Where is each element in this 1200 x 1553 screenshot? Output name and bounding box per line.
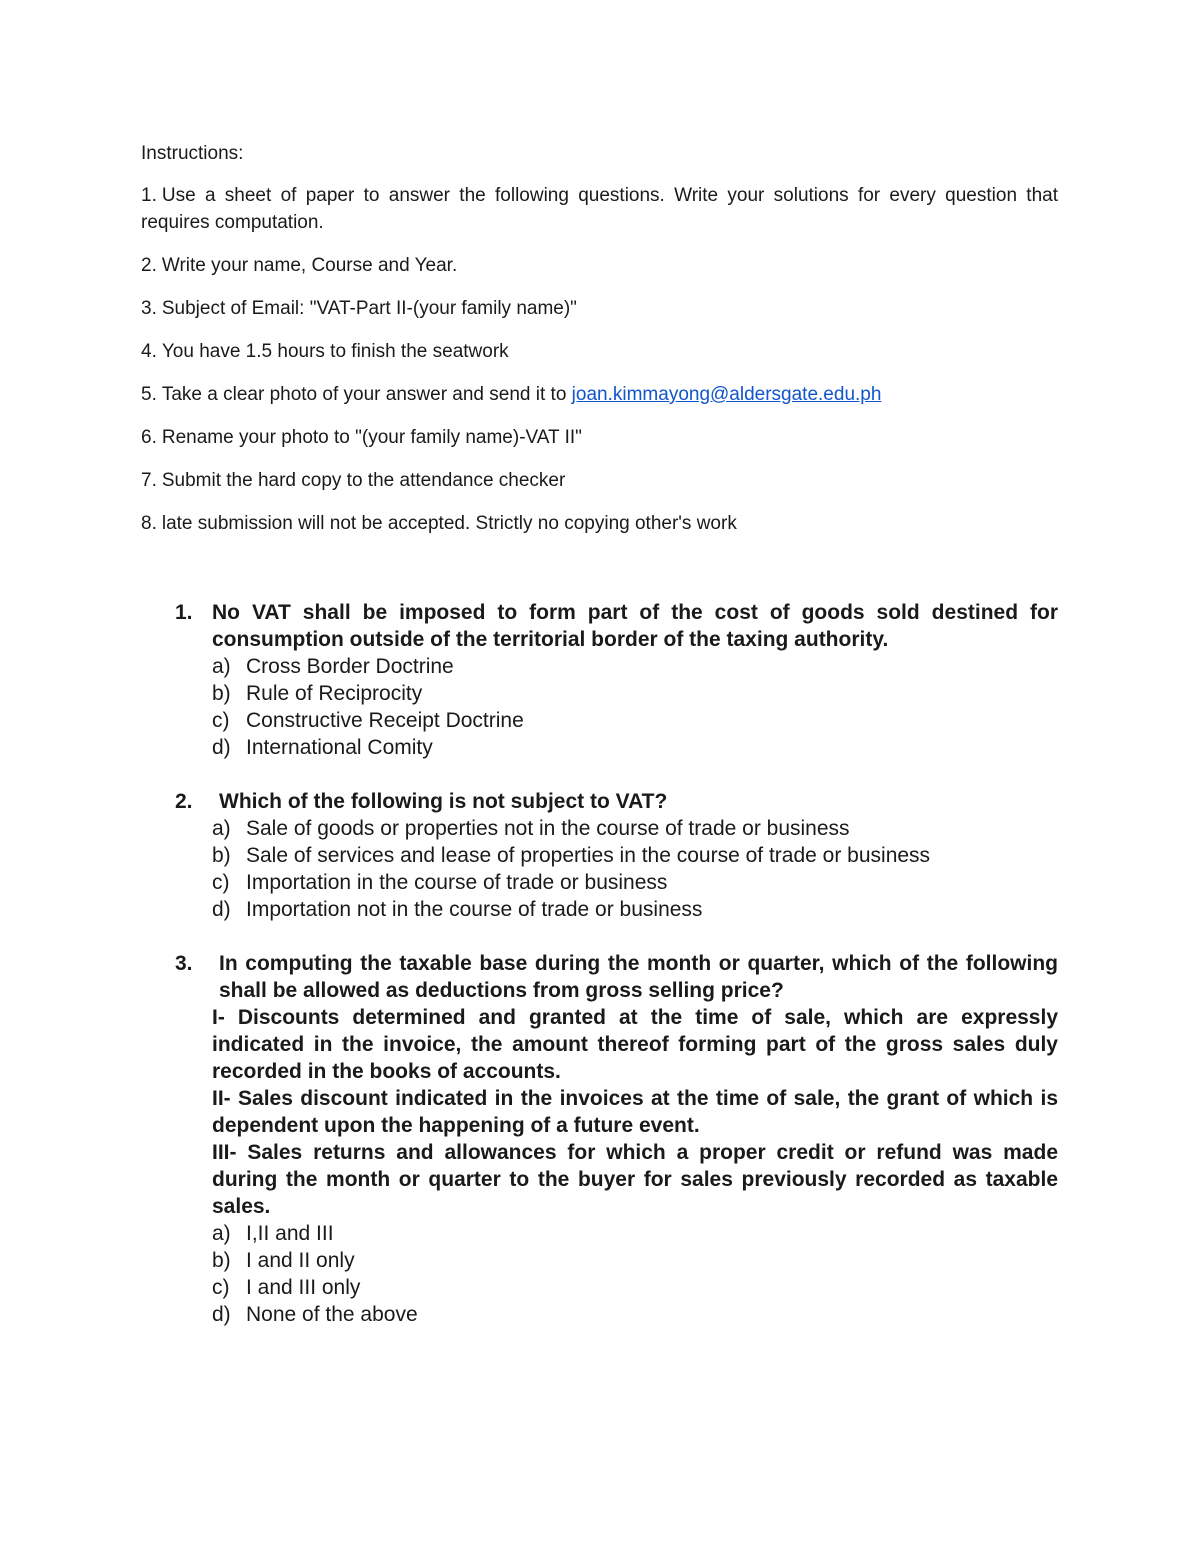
question-1	[141, 599, 1058, 761]
instruction-number: 6.	[141, 427, 157, 448]
option-letter: a)	[212, 817, 231, 840]
document-page	[141, 140, 1058, 1355]
option-a	[212, 815, 1058, 842]
instruction-number: 7.	[141, 470, 157, 491]
instruction-item-8	[141, 510, 1058, 537]
instruction-number: 1.	[141, 185, 157, 206]
option-letter: a)	[212, 655, 231, 678]
option-c	[212, 707, 1058, 734]
instruction-text: Submit the hard copy to the attendance checker	[161, 470, 566, 491]
email-link[interactable]: joan.kimmayong@aldersgate.edu.ph	[571, 384, 882, 405]
instructions-title: Instructions:	[141, 143, 244, 164]
instruction-text: Take a clear photo of your answer and send it to	[161, 384, 572, 405]
question-number: 3.	[175, 952, 193, 975]
option-list	[212, 653, 1058, 761]
option-text: I and III only	[246, 1276, 361, 1299]
statement-2: II- Sales discount indicated in the invoices at the time of sale, the grant of which is dependent upon the happening of a future event.	[212, 1087, 1058, 1137]
option-text: Sale of goods or properties not in the course of trade or business	[246, 817, 850, 840]
option-letter: b)	[212, 1249, 231, 1272]
option-letter: d)	[212, 898, 231, 921]
question-number: 2.	[175, 790, 193, 813]
question-list	[141, 599, 1058, 1328]
instruction-item-2	[141, 252, 1058, 279]
option-text: Importation not in the course of trade or business	[246, 898, 703, 921]
option-letter: d)	[212, 736, 231, 759]
instruction-number: 5.	[141, 384, 157, 405]
instruction-text: Use a sheet of paper to answer the following questions. Write your solutions for every question that requires computation.	[141, 185, 1058, 233]
option-d	[212, 734, 1058, 761]
option-a	[212, 1220, 1058, 1247]
option-letter: a)	[212, 1222, 231, 1245]
instruction-item-1	[141, 182, 1058, 236]
question-stem: No VAT shall be imposed to form part of the cost of goods sold destined for consumption outside of the territorial border of the taxing authority.	[212, 601, 1058, 651]
instruction-text: Rename your photo to "(your family name)-VAT II"	[161, 427, 582, 448]
option-letter: c)	[212, 871, 230, 894]
question-stem: Which of the following is not subject to VAT?	[219, 790, 668, 813]
instruction-item-6	[141, 424, 1058, 451]
option-text: None of the above	[246, 1303, 418, 1326]
option-text: Importation in the course of trade or business	[246, 871, 668, 894]
instruction-item-4	[141, 338, 1058, 365]
instruction-item-7	[141, 467, 1058, 494]
option-text: Constructive Receipt Doctrine	[246, 709, 524, 732]
option-letter: d)	[212, 1303, 231, 1326]
option-b	[212, 842, 1058, 869]
instruction-number: 8.	[141, 513, 157, 534]
option-text: I,II and III	[246, 1222, 334, 1245]
instruction-text: Write your name, Course and Year.	[161, 255, 458, 276]
option-letter: c)	[212, 1276, 230, 1299]
instruction-number: 2.	[141, 255, 157, 276]
option-a	[212, 653, 1058, 680]
option-text: I and II only	[246, 1249, 355, 1272]
option-b	[212, 680, 1058, 707]
statement-1: I- Discounts determined and granted at the time of sale, which are expressly indicated in the invoice, the amount thereof forming part of the gross sales duly recorded in the books of accounts.	[212, 1006, 1058, 1083]
question-stem: In computing the taxable base during the month or quarter, which of the following shall be allowed as deductions from gross selling price?	[219, 952, 1058, 1002]
instruction-number: 3.	[141, 298, 157, 319]
option-text: Sale of services and lease of properties in the course of trade or business	[246, 844, 931, 867]
question-3	[141, 950, 1058, 1328]
instruction-text: Subject of Email: "VAT-Part II-(your family name)"	[161, 298, 577, 319]
option-text: Cross Border Doctrine	[246, 655, 454, 678]
option-b	[212, 1247, 1058, 1274]
instruction-text: You have 1.5 hours to finish the seatwork	[161, 341, 509, 362]
option-letter: c)	[212, 709, 230, 732]
option-c	[212, 1274, 1058, 1301]
option-text: International Comity	[246, 736, 433, 759]
option-list	[212, 815, 1058, 923]
question-2	[141, 788, 1058, 923]
statement-3: III- Sales returns and allowances for which a proper credit or refund was made during the month or quarter to the buyer for sales previously recorded as taxable sales.	[212, 1141, 1058, 1218]
instruction-item-5	[141, 381, 1058, 408]
option-d	[212, 1301, 1058, 1328]
option-list	[212, 1220, 1058, 1328]
instruction-text: late submission will not be accepted. Strictly no copying other's work	[161, 513, 737, 534]
instruction-number: 4.	[141, 341, 157, 362]
option-letter: b)	[212, 844, 231, 867]
option-letter: b)	[212, 682, 231, 705]
question-number: 1.	[175, 601, 193, 624]
option-text: Rule of Reciprocity	[246, 682, 423, 705]
option-c	[212, 869, 1058, 896]
instruction-item-3	[141, 295, 1058, 322]
option-d	[212, 896, 1058, 923]
